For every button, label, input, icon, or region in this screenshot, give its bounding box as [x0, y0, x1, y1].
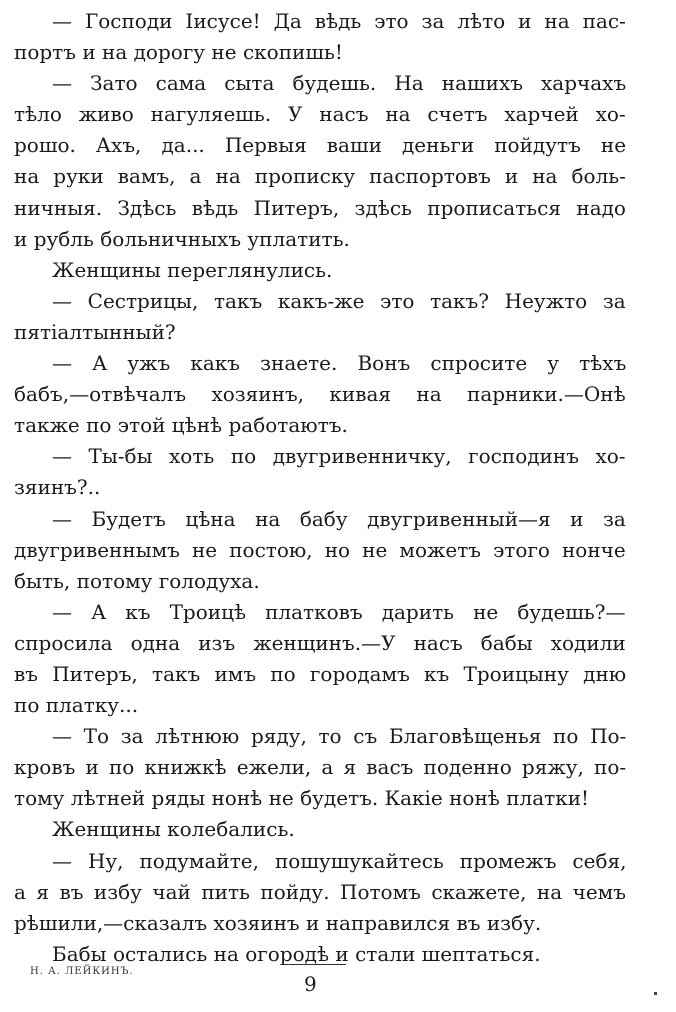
- text-line: а я въ избу чай пить пойду. Потомъ скажете, на чемъ: [14, 879, 626, 904]
- text-line: рѣшили,—сказалъ хозяинъ и направился въ избу.: [14, 910, 542, 935]
- text-line: также по этой цѣнѣ работаютъ.: [14, 413, 348, 438]
- text-line: — Ты-бы хоть по двугривенничку, господинъ хо-: [52, 444, 626, 469]
- text-line: рошо. Ахъ, да... Первыя ваши деньги пойдутъ не: [14, 133, 627, 158]
- page-text: [14, 6, 626, 970]
- page-footer: [0, 960, 676, 1000]
- text-line: — Зато сама сыта будешь. На нашихъ харчахъ: [52, 71, 627, 96]
- text-line: двугривеннымъ не постою, но не можетъ этого нонче: [14, 537, 626, 562]
- text-line: на руки вамъ, а на прописку паспортовъ и на боль-: [14, 164, 626, 189]
- text-line: — Сестрицы, такъ какъ-же это такъ? Неужто за: [52, 288, 626, 313]
- text-line: Женщины колебались.: [52, 817, 295, 842]
- print-speck: [654, 992, 657, 995]
- text-line: — То за лѣтнюю ряду, то съ Благовѣщенья по По-: [52, 724, 627, 749]
- text-line: спросила одна изъ женщинъ.—У насъ бабы ходили: [14, 630, 626, 655]
- text-line: по платку...: [14, 693, 139, 718]
- text-line: — Ну, подумайте, пошушукайтесь промежъ себя,: [52, 848, 627, 873]
- text-line: пятiалтынный?: [14, 319, 176, 344]
- text-line: быть, потому голодуха.: [14, 568, 260, 593]
- text-line: и рубль больничныхъ уплатить.: [14, 226, 350, 251]
- text-line: Бабы остались на огородѣ и стали шептаться.: [52, 941, 541, 966]
- text-line: портъ и на дорогу не скопишь!: [14, 40, 343, 65]
- footer-rule: [284, 964, 346, 965]
- text-line: ничныя. Здѣсь вѣдь Питеръ, здѣсь прописаться надо: [14, 195, 626, 220]
- page-number: 9: [304, 972, 317, 996]
- text-line: зяинъ?..: [14, 475, 101, 500]
- text-line: кровъ и по книжкѣ ежели, а я васъ поденно ряжу, по-: [14, 755, 627, 780]
- text-line: — Господи Iисусе! Да вѣдь это за лѣто и на пас-: [52, 9, 626, 33]
- author-signature: Н. А. ЛЕЙКИНЪ.: [30, 966, 134, 977]
- text-line: Женщины переглянулись.: [52, 257, 333, 282]
- text-line: — Будетъ цѣна на бабу двугривенный—я и за: [52, 506, 626, 531]
- text-line: тому лѣтней ряды нонѣ не будетъ. Какiе нонѣ платки!: [14, 786, 590, 811]
- text-line: въ Питеръ, такъ имъ по городамъ къ Троицыну дню: [14, 661, 627, 686]
- text-line: — А ужъ какъ знаете. Вонъ спросите у тѣхъ: [52, 351, 627, 376]
- text-line: — А къ Троицѣ платковъ дарить не будешь?—: [52, 599, 626, 624]
- text-line: тѣло живо нагуляешь. У насъ на счетъ харчей хо-: [14, 102, 626, 127]
- text-line: бабъ,—отвѣчалъ хозяинъ, кивая на парники.—Онѣ: [14, 382, 626, 407]
